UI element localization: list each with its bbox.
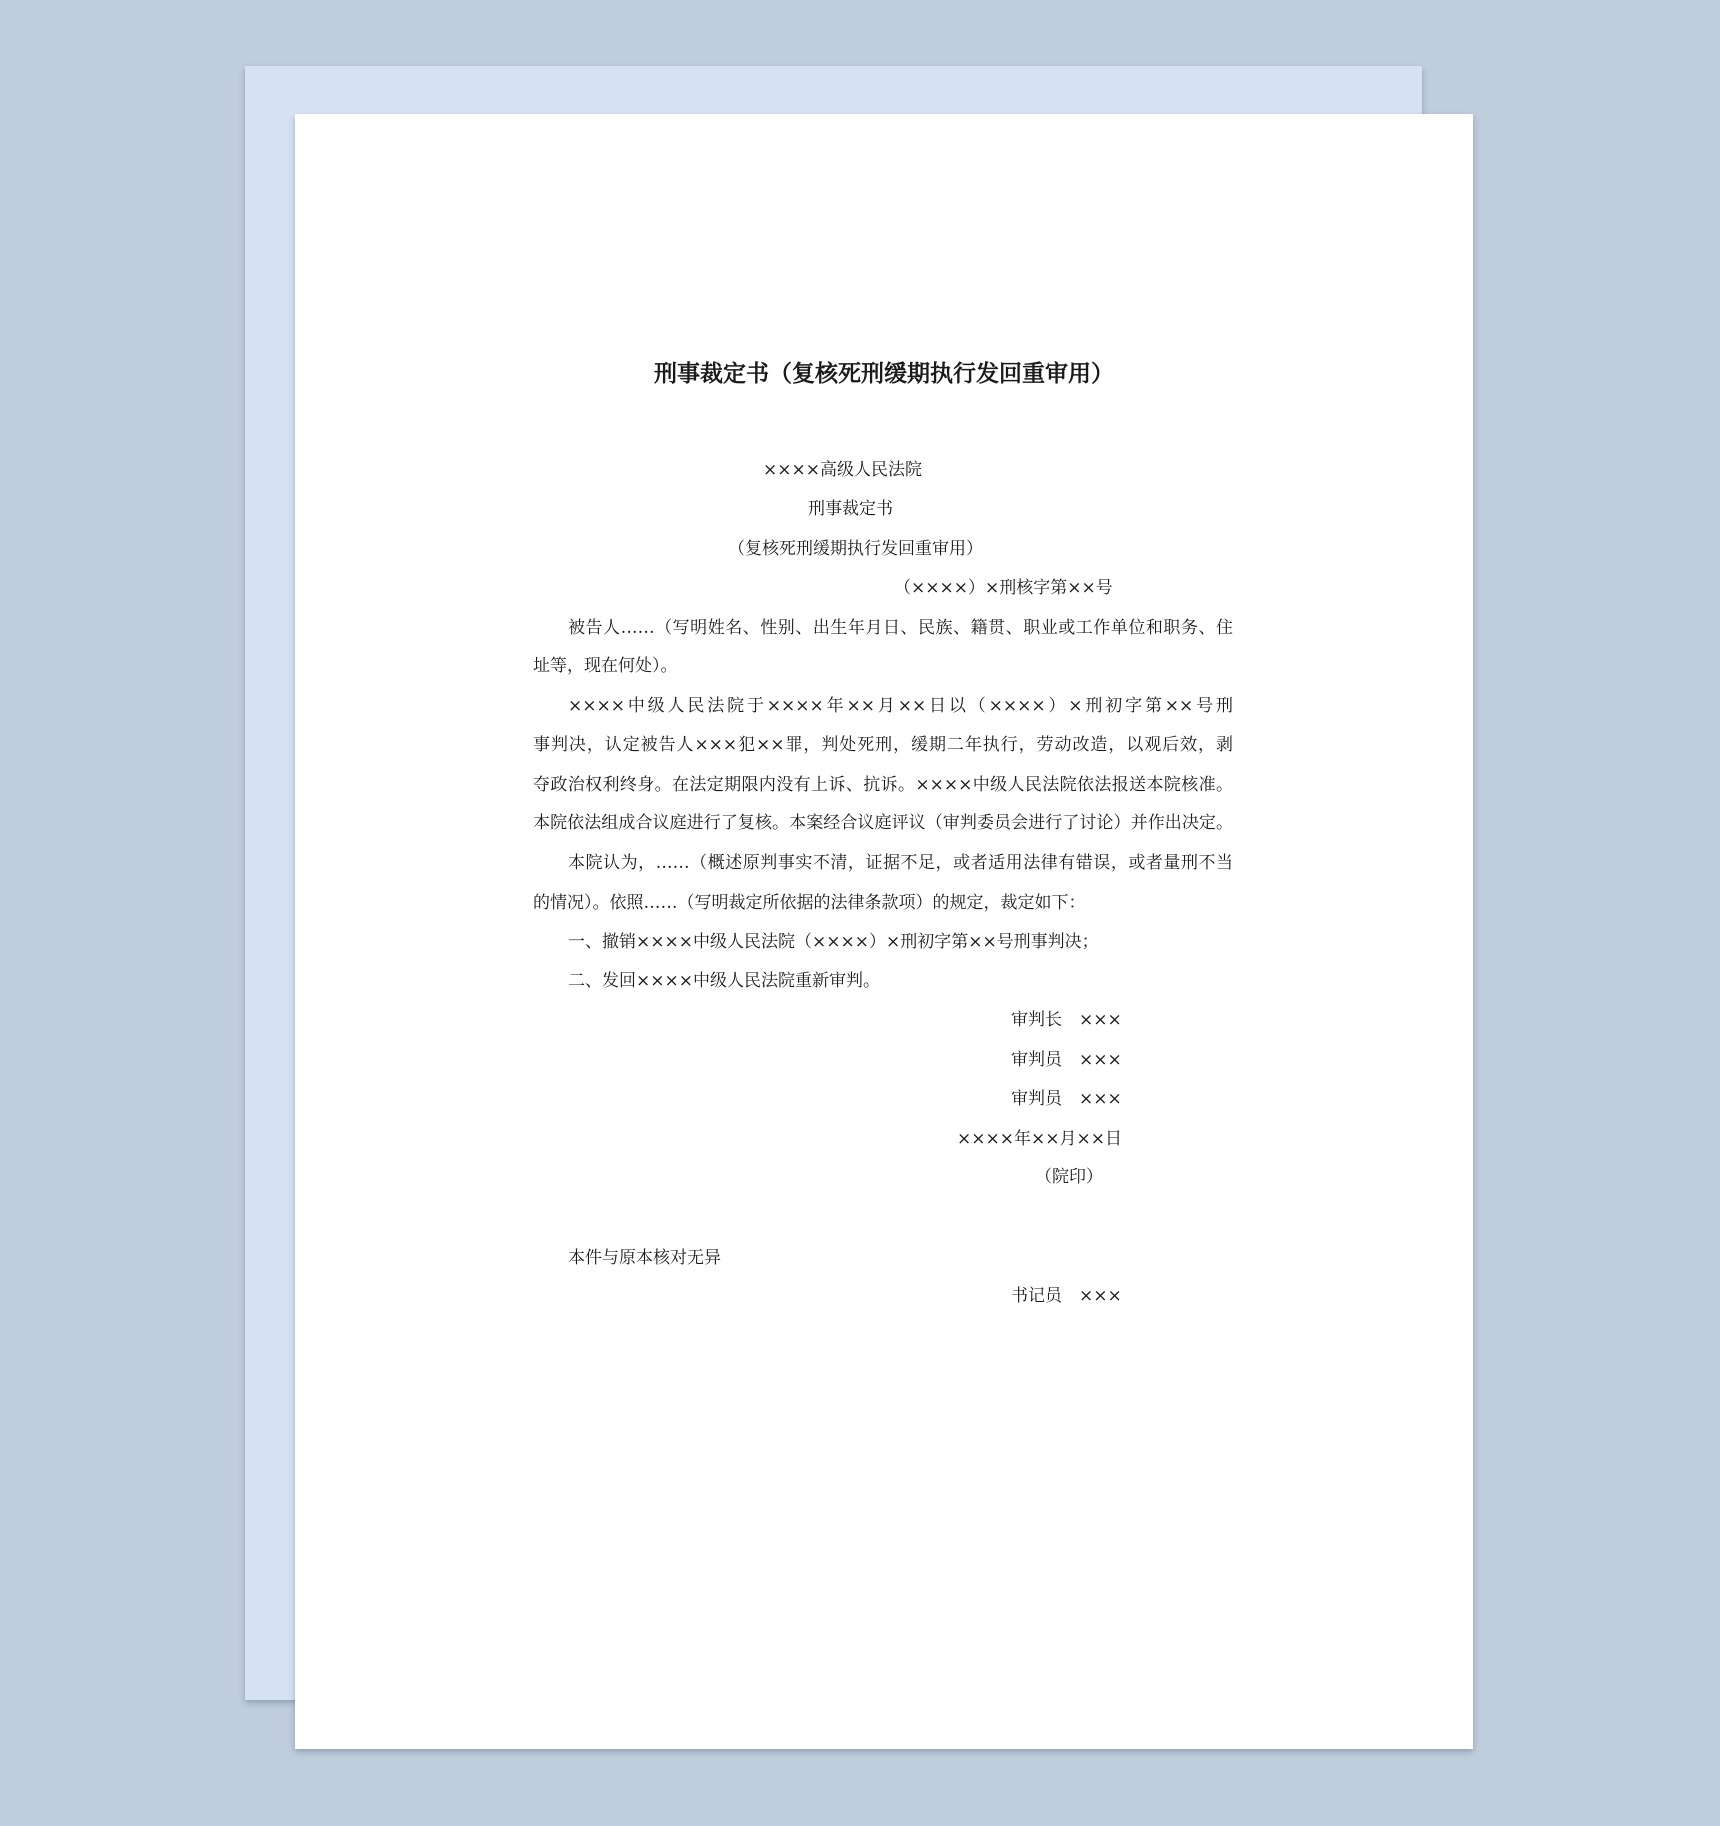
signature-judge: 审判员 ×××: [1011, 1050, 1122, 1070]
clerk-signature: 书记员 ×××: [1011, 1286, 1122, 1306]
court-name: ××××高级人民法院: [763, 460, 922, 480]
case-number: （××××）×刑核字第××号: [894, 578, 1113, 598]
verification-note: 本件与原本核对无异: [568, 1248, 721, 1268]
ruling-item: 一、撤销××××中级人民法院（××××）×刑初字第××号刑事判决；: [568, 932, 1099, 952]
body-line: 址等，现在何处）。: [533, 656, 678, 676]
document-page: [295, 114, 1473, 1749]
court-seal: （院印）: [1035, 1167, 1103, 1187]
body-line: 夺政治权利终身。在法定期限内没有上诉、抗诉。××××中级人民法院依法报送本院核准。: [533, 775, 1233, 795]
body-line: 的情况）。依照……（写明裁定所依据的法律条款项）的规定，裁定如下：: [533, 893, 1086, 913]
body-line: ××××中级人民法院于××××年××月××日以（××××）×刑初字第××号刑: [568, 696, 1233, 716]
signature-presiding-judge: 审判长 ×××: [1011, 1010, 1122, 1030]
doc-type: 刑事裁定书: [808, 499, 893, 519]
ruling-item: 二、发回××××中级人民法院重新审判。: [568, 971, 880, 991]
body-line: 本院认为，……（概述原判事实不清，证据不足，或者适用法律有错误，或者量刑不当: [568, 853, 1233, 873]
document-date: ××××年××月××日: [957, 1129, 1122, 1149]
body-line: 被告人……（写明姓名、性别、出生年月日、民族、籍贯、职业或工作单位和职务、住: [568, 618, 1233, 638]
body-line: 本院依法组成合议庭进行了复核。本案经合议庭评议（审判委员会进行了讨论）并作出决定。: [533, 813, 1233, 833]
body-line: 事判决，认定被告人×××犯××罪，判处死刑，缓期二年执行，劳动改造，以观后效，剥: [533, 735, 1233, 755]
document-title: 刑事裁定书（复核死刑缓期执行发回重审用）: [654, 360, 1114, 387]
doc-subtitle: （复核死刑缓期执行发回重审用）: [728, 539, 983, 559]
signature-judge: 审判员 ×××: [1011, 1089, 1122, 1109]
